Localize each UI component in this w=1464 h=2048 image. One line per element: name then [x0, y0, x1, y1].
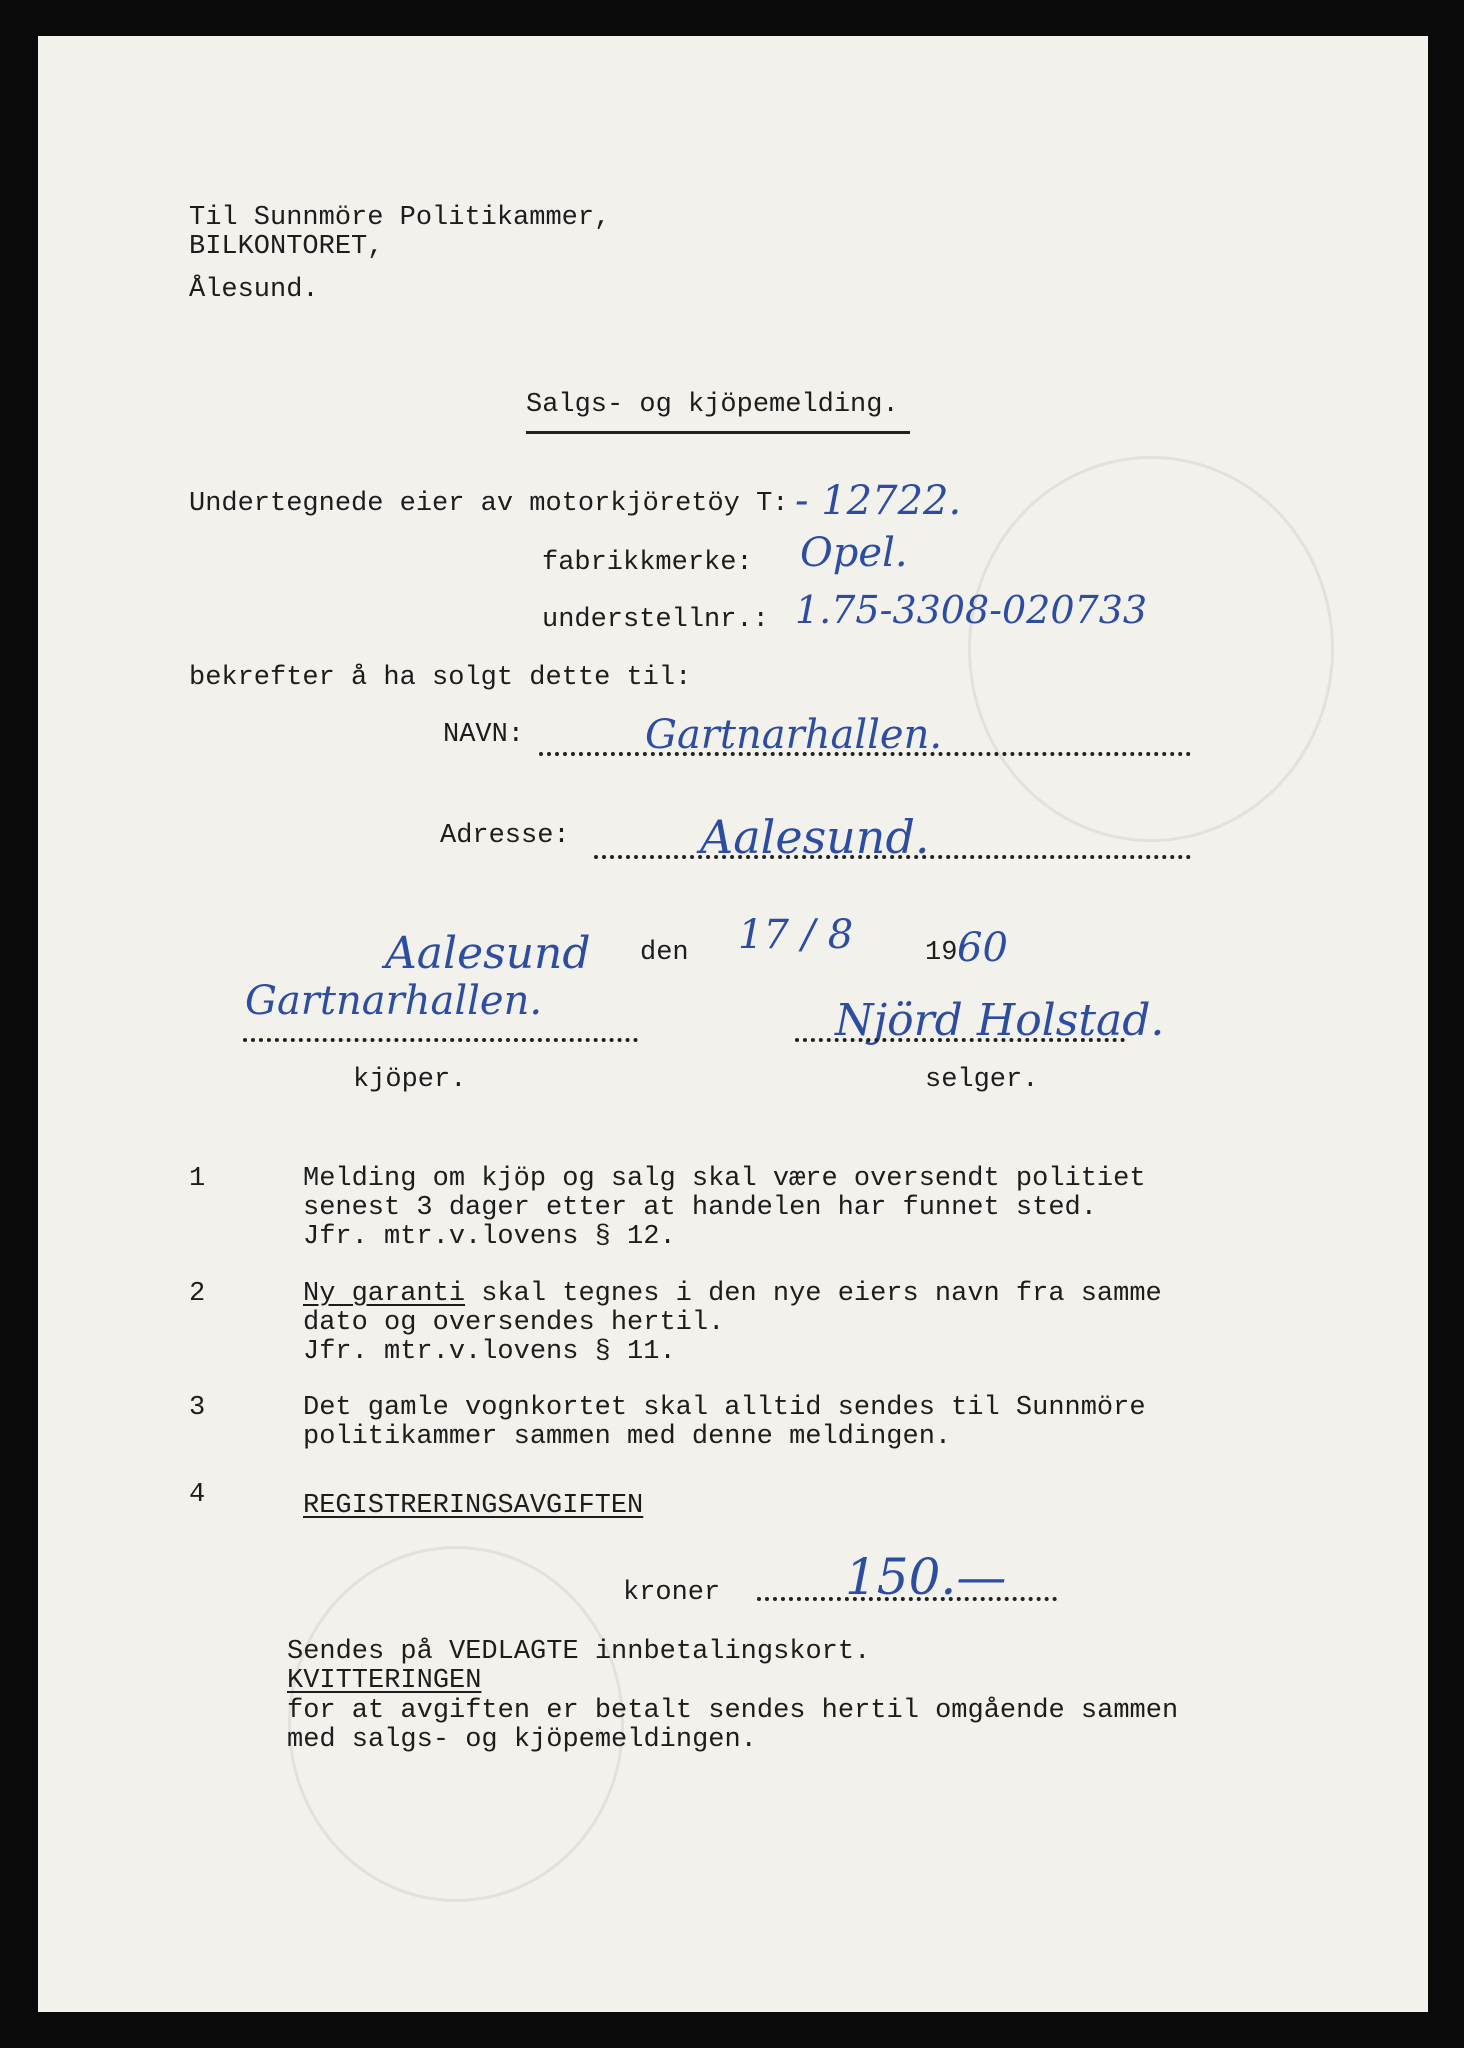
confirm-text: bekrefter å ha solgt dette til:: [189, 663, 692, 693]
note-3-line-2: politikammer sammen med denne meldingen.: [303, 1422, 952, 1452]
note-1-line-1: Melding om kjöp og salg skal være oversendt politiet: [303, 1164, 1146, 1194]
chassis-label: understellnr.:: [542, 605, 769, 635]
buyer-label: kjöper.: [353, 1065, 467, 1095]
fee-value: 150.—: [845, 1548, 1007, 1606]
note-2-number: 2: [189, 1279, 206, 1309]
date-day-month: 17 / 8: [738, 912, 854, 958]
date-place: Aalesund: [385, 928, 591, 979]
note-3-number: 3: [189, 1393, 206, 1423]
note-2-line-1: [303, 1280, 1162, 1309]
date-den: den: [640, 938, 689, 968]
buyer-address-value: Aalesund.: [700, 810, 930, 864]
fee-label: kroner: [623, 1578, 721, 1608]
reg-value: - 12722.: [795, 478, 962, 524]
buyer-signature-line: [243, 1038, 638, 1042]
buyer-name-value: Gartnarhallen.: [645, 712, 943, 758]
address-line-3: Ålesund.: [189, 275, 319, 305]
footer-line-2: KVITTERINGEN: [287, 1666, 482, 1696]
note-4-number: 4: [189, 1480, 206, 1510]
address-line-2: BILKONTORET,: [189, 232, 384, 262]
make-value: Opel.: [800, 530, 908, 576]
note-4-heading: REGISTRERINGSAVGIFTEN: [303, 1491, 644, 1521]
title-underline: [526, 431, 910, 434]
note-2-underlined: Ny garanti: [303, 1279, 466, 1309]
footer-line-4: med salgs- og kjöpemeldingen.: [287, 1725, 757, 1755]
seller-signature-line: [795, 1038, 1125, 1042]
note-2-line-1-rest: skal tegnes i den nye eiers navn fra samme: [465, 1279, 1162, 1309]
embossed-seal-top: [968, 456, 1334, 842]
footer-line-3: for at avgiften er betalt sendes hertil omgående sammen: [287, 1696, 1179, 1726]
chassis-value: 1.75-3308-020733: [795, 588, 1148, 632]
note-2-line-2: dato og oversendes hertil.: [303, 1308, 725, 1338]
seller-label: selger.: [925, 1065, 1039, 1095]
buyer-address-label: Adresse:: [440, 821, 570, 851]
date-year-suffix: 60: [957, 925, 1008, 971]
make-label: fabrikkmerke:: [542, 548, 753, 578]
date-year-prefix: 19: [925, 938, 958, 968]
note-1-number: 1: [189, 1164, 206, 1194]
note-2-line-3: Jfr. mtr.v.lovens § 11.: [303, 1337, 676, 1367]
seller-signature: Njörd Holstad.: [835, 995, 1165, 1046]
note-1-line-2: senest 3 dager etter at handelen har funnet sted.: [303, 1193, 1097, 1223]
note-3-line-1: Det gamle vognkortet skal alltid sendes til Sunnmöre: [303, 1393, 1146, 1423]
buyer-name-label: NAVN:: [443, 720, 525, 750]
address-line-1: Til Sunnmöre Politikammer,: [189, 203, 611, 233]
note-1-line-3: Jfr. mtr.v.lovens § 12.: [303, 1222, 676, 1252]
document-title: Salgs- og kjöpemelding.: [526, 390, 899, 420]
reg-label: Undertegnede eier av motorkjöretöy T:: [189, 489, 789, 519]
footer-line-1: Sendes på VEDLAGTE innbetalingskort.: [287, 1637, 871, 1667]
buyer-signature: Gartnarhallen.: [245, 978, 543, 1024]
